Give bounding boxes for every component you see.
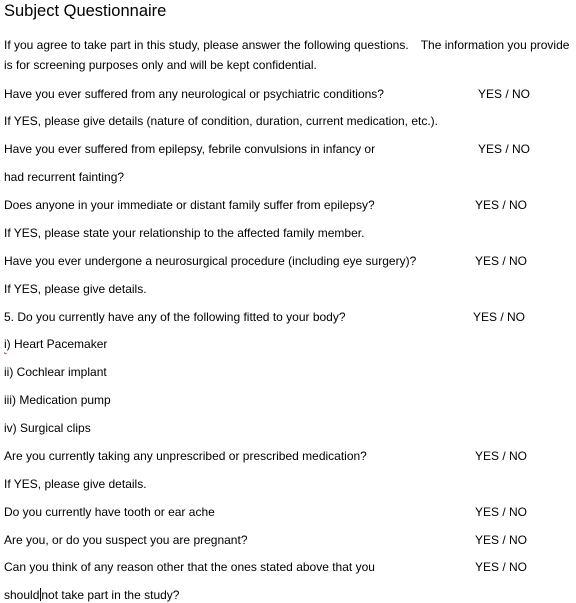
detail-medication: If YES, please give details. [4,477,147,491]
answer-other-reason[interactable]: YES / NO [475,560,528,574]
spelling-underline: i [4,337,7,351]
intro-text-part1: If you agree to take part in this study, please answer the following questions. [4,38,409,52]
question-family-epilepsy: Does anyone in your immediate or distant family suffer from epilepsy? [4,198,375,212]
detail-neurosurgery: If YES, please give details. [4,282,147,296]
page-title: Subject Questionnaire [4,2,167,20]
question-other-reason-line-2[interactable] [4,587,179,603]
answer-fitted-devices[interactable]: YES / NO [473,310,526,324]
answer-medication[interactable]: YES / NO [475,449,528,463]
intro-line-1 [4,37,569,53]
detail-neurological: If YES, please give details (nature of condition, duration, current medication, etc.). [4,114,439,128]
answer-tooth-ear-ache[interactable]: YES / NO [475,505,528,519]
answer-pregnant[interactable]: YES / NO [475,533,528,547]
answer-epilepsy[interactable]: YES / NO [478,142,531,156]
answer-family-epilepsy[interactable]: YES / NO [475,198,528,212]
list-item-surgical-clips: iv) Surgical clips [4,421,91,435]
question-tooth-ear-ache: Do you currently have tooth or ear ache [4,505,215,519]
intro-line-2: is for screening purposes only and will be kept confidential. [4,58,317,72]
answer-neurological[interactable]: YES / NO [478,87,531,101]
question-medication: Are you currently taking any unprescribed or prescribed medication? [4,449,367,463]
detail-family-epilepsy: If YES, please state your relationship to the affected family member. [4,226,365,240]
list-item-heart-pacemaker [4,336,107,352]
question-epilepsy-line-2: had recurrent fainting? [4,170,125,184]
list-item-label: ) Heart Pacemaker [6,337,108,351]
question-pregnant: Are you, or do you suspect you are pregnant? [4,533,248,547]
question-neurological: Have you ever suffered from any neurological or psychiatric conditions? [4,87,384,101]
question-other-reason-line-1: Can you think of any reason other that the ones stated above that you [4,560,375,574]
answer-neurosurgery[interactable]: YES / NO [475,254,528,268]
list-item-medication-pump: iii) Medication pump [4,393,111,407]
question-neurosurgery: Have you ever undergone a neurosurgical procedure (including eye surgery)? [4,254,417,268]
intro-text-part2: The information you provide [420,38,570,52]
question-fitted-devices: 5. Do you currently have any of the following fitted to your body? [4,310,346,324]
text-should: should [4,588,40,602]
question-epilepsy-line-1: Have you ever suffered from epilepsy, febrile convulsions in infancy or [4,142,376,156]
text-remainder: not take part in the study? [41,588,180,602]
list-item-cochlear-implant: ii) Cochlear implant [4,365,107,379]
